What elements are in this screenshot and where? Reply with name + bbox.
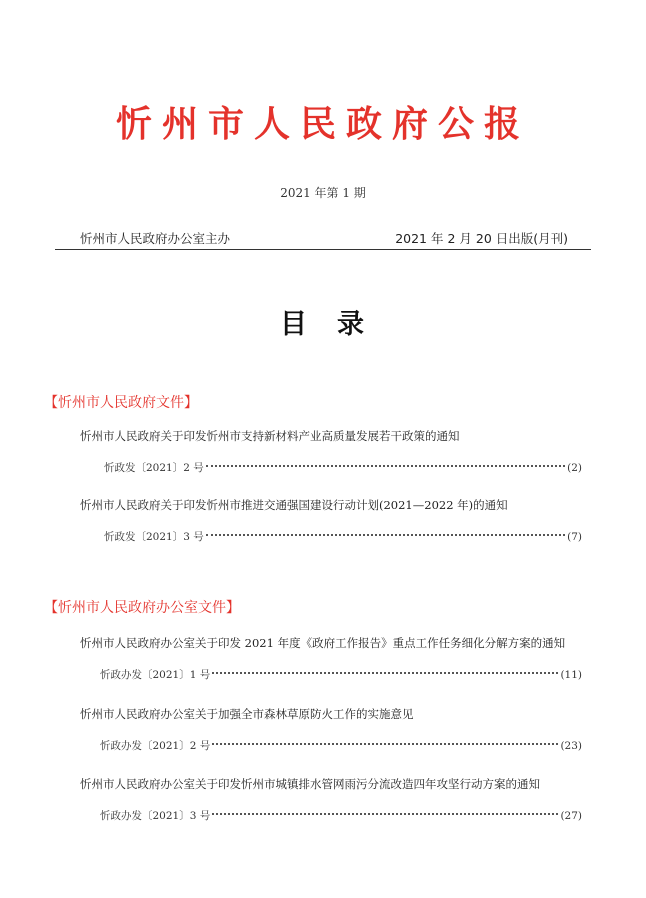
toc-entry-reference[interactable]	[104, 457, 582, 475]
publication-info-bar	[80, 229, 568, 247]
page-number: (2)	[567, 462, 582, 474]
page-number: (27)	[560, 810, 582, 822]
toc-entry-title[interactable]: 忻州市人民政府关于印发忻州市推进交通强国建设行动计划(2021—2022 年)的通知	[80, 498, 508, 512]
section-heading-office-documents: 【忻州市人民政府办公室文件】	[44, 600, 240, 616]
toc-entry-title[interactable]: 忻州市人民政府办公室关于印发忻州市城镇排水管网雨污分流改造四年攻坚行动方案的通知	[80, 777, 540, 791]
section-heading-gov-documents: 【忻州市人民政府文件】	[44, 395, 198, 411]
toc-title: 目录	[280, 309, 394, 340]
dot-leader	[206, 522, 565, 536]
doc-number: 忻政办发〔2021〕1 号	[100, 669, 211, 681]
toc-entry-reference[interactable]	[100, 805, 582, 823]
doc-number: 忻政发〔2021〕3 号	[104, 531, 204, 543]
doc-number: 忻政办发〔2021〕2 号	[100, 740, 211, 752]
dot-leader	[212, 660, 558, 674]
page-number: (23)	[560, 740, 582, 752]
issue-number: 2021 年第 1 期	[280, 186, 366, 200]
dot-leader	[212, 731, 558, 745]
toc-entry-title[interactable]: 忻州市人民政府办公室关于印发 2021 年度《政府工作报告》重点工作任务细化分解方案的通知	[80, 636, 566, 650]
bulletin-masthead: 忻州市人民政府公报	[115, 103, 530, 145]
toc-entry-title[interactable]: 忻州市人民政府关于印发忻州市支持新材料产业高质量发展若干政策的通知	[80, 429, 460, 443]
toc-entry-reference[interactable]	[104, 526, 582, 544]
doc-number: 忻政办发〔2021〕3 号	[100, 810, 211, 822]
page-number: (11)	[560, 669, 582, 681]
publication-date: 2021 年 2 月 20 日出版(月刊)	[395, 231, 568, 246]
toc-entry-title[interactable]: 忻州市人民政府办公室关于加强全市森林草原防火工作的实施意见	[80, 707, 414, 721]
header-divider	[55, 249, 591, 250]
sponsor-label: 忻州市人民政府办公室主办	[80, 231, 231, 246]
doc-number: 忻政发〔2021〕2 号	[104, 462, 204, 474]
dot-leader	[212, 801, 558, 815]
toc-entry-reference[interactable]	[100, 735, 582, 753]
dot-leader	[206, 453, 565, 467]
toc-entry-reference[interactable]	[100, 664, 582, 682]
page-number: (7)	[567, 531, 582, 543]
